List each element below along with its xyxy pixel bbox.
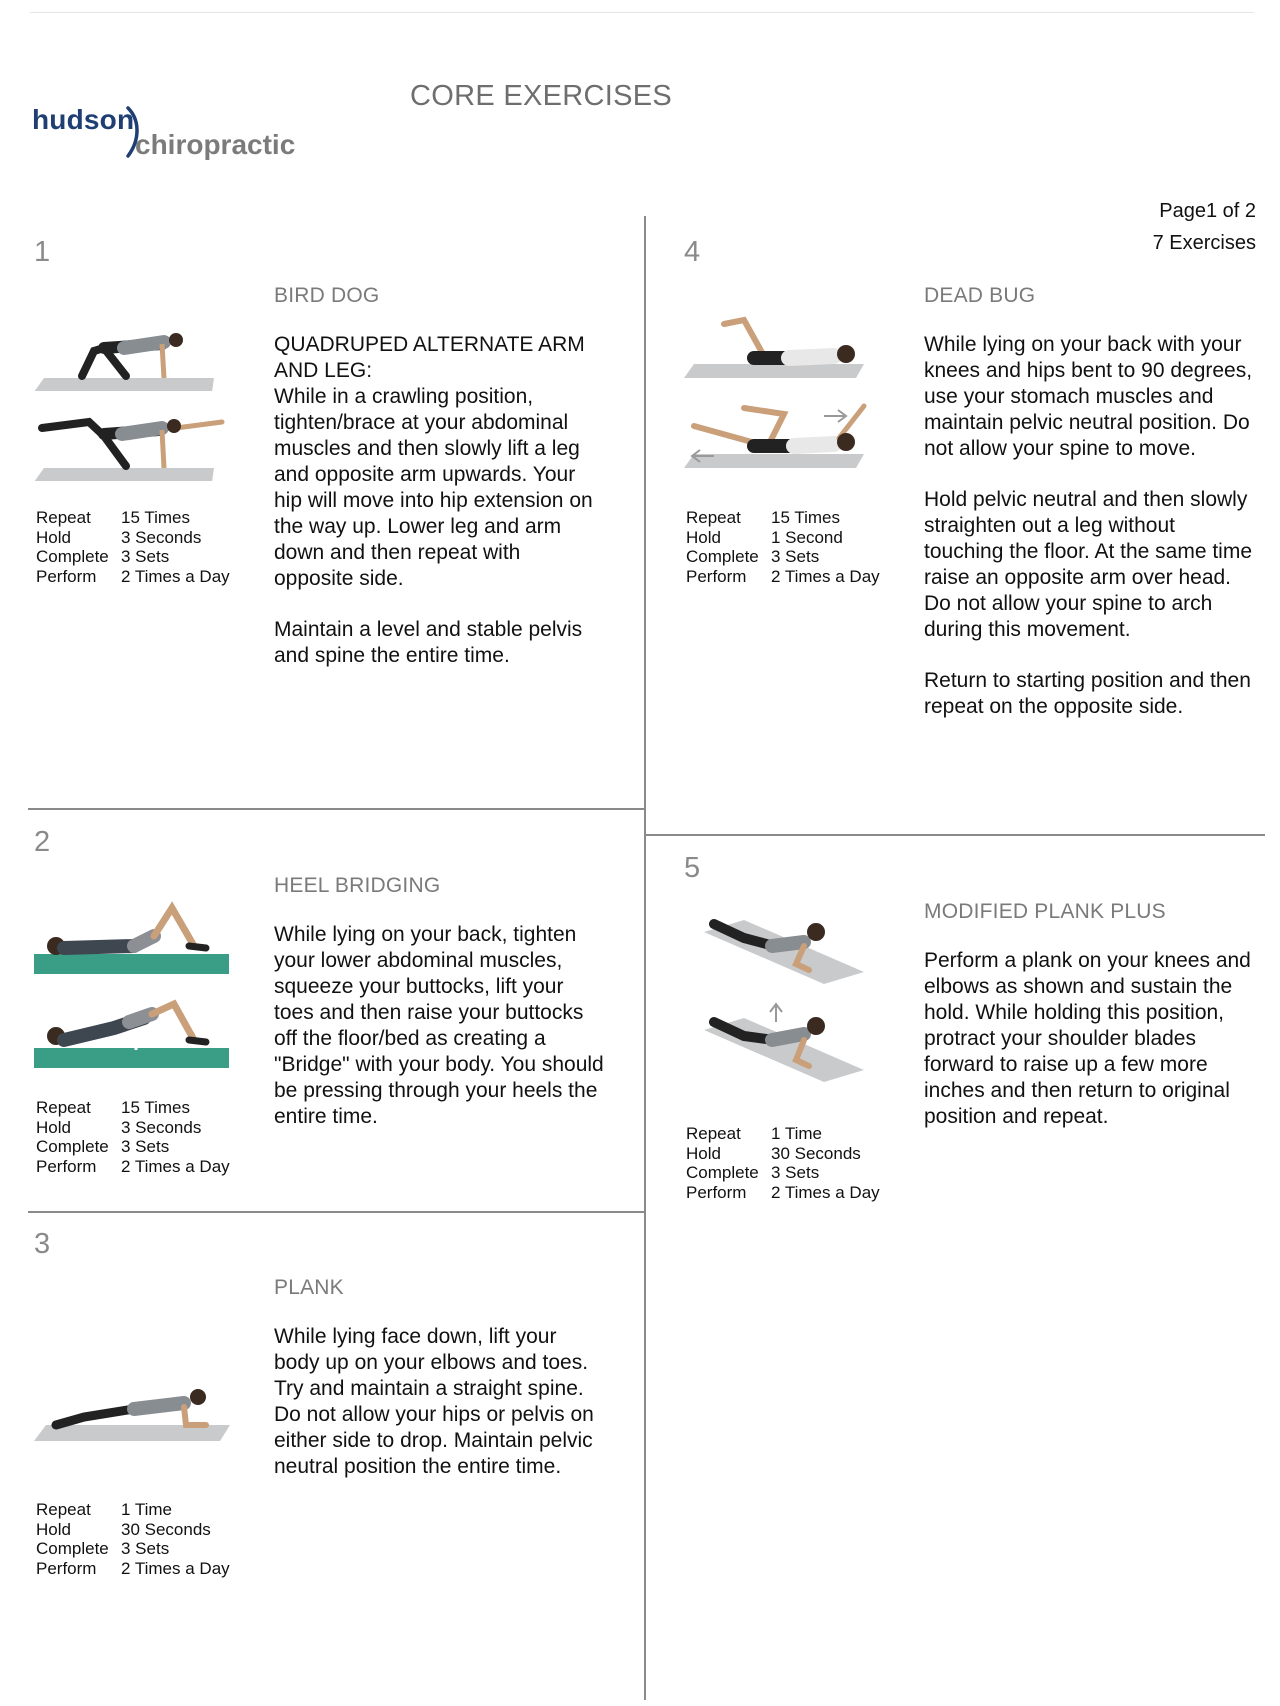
exercise-image-end [34,990,234,1085]
exercise-parameters [36,1500,230,1578]
complete-label: Complete [686,547,759,566]
exercise-description [274,1324,604,1505]
repeat-value: 1 Time [771,1124,823,1143]
exercise-card [34,236,644,796]
complete-label: Complete [36,1137,109,1156]
exercise-image [34,1363,234,1458]
exercise-description [924,332,1254,745]
perform-value: 2 Times a Day [121,1558,230,1578]
complete-label: Complete [686,1163,759,1182]
description-paragraph: Perform a plank on your knees and elbows as shown and sustain the hold. While holding this position, protract your shoulder blades forward to raise up a few more inches and then return to original position and repeat. [924,949,1251,1128]
exercise-image-end [34,386,234,481]
exercise-number: 3 [34,1228,51,1260]
complete-value: 3 Sets [121,1137,170,1156]
hold-label: Hold [36,1519,71,1539]
description-paragraph: While lying face down, lift your body up on your elbows and toes. Try and maintain a straight spine. Do not allow your hips or pelvis on either side to drop. Maintain pelvic neutral position the entire time. [274,1325,594,1478]
exercise-title: DEAD BUG [924,284,1036,307]
exercise-title: HEEL BRIDGING [274,874,441,897]
row-divider [28,1211,645,1213]
exercise-card [34,1228,644,1608]
repeat-label: Repeat [36,508,91,527]
exercise-count: 7 Exercises [1152,232,1256,254]
exercise-card [684,852,1280,1252]
exercise-card [34,826,644,1206]
exercise-description [924,948,1254,1155]
exercise-number: 1 [34,236,51,268]
column-divider [644,216,646,1700]
description-paragraph: Hold pelvic neutral and then slowly straighten out a leg without touching the floor. At the same time raise an opposite arm over head. Do not allow your spine to arch during this movement. [924,488,1253,641]
perform-label: Perform [36,566,97,586]
repeat-value: 1 Time [121,1500,173,1519]
top-rule [30,12,1254,13]
exercise-title: BIRD DOG [274,284,380,307]
complete-value: 3 Sets [771,1163,820,1182]
hold-label: Hold [686,1143,721,1163]
hold-label: Hold [36,527,71,547]
exercise-description [274,922,604,1155]
perform-label: Perform [686,1182,747,1202]
hold-label: Hold [686,527,721,547]
row-divider [28,808,645,810]
exercise-parameters [686,508,880,586]
perform-value: 2 Times a Day [121,1156,230,1176]
logo-text-chiropractic: chiropractic [135,129,296,160]
complete-value: 3 Sets [121,1539,170,1558]
repeat-value: 15 Times [121,508,190,527]
exercise-title: MODIFIED PLANK PLUS [924,900,1166,923]
exercise-card [684,236,1280,816]
repeat-value: 15 Times [121,1098,190,1117]
description-paragraph: While lying on your back with your knees and hips bent to 90 degrees, use your stomach muscles and maintain pelvic neutral position. Do not allow your spine to move. [924,333,1253,460]
exercise-image-start [34,296,234,391]
hold-value: 30 Seconds [771,1143,861,1163]
exercise-number: 2 [34,826,51,858]
repeat-label: Repeat [36,1500,91,1519]
page-number: Page1 of 2 [1159,200,1256,222]
hold-value: 1 Second [771,527,843,547]
repeat-label: Repeat [686,1124,741,1143]
perform-label: Perform [36,1558,97,1578]
complete-value: 3 Sets [121,547,170,566]
hold-label: Hold [36,1117,71,1137]
logo-text-hudson: hudson [32,104,135,135]
complete-value: 3 Sets [771,547,820,566]
clinic-logo [32,104,322,174]
repeat-label: Repeat [686,508,741,527]
exercise-parameters [36,1098,230,1176]
perform-value: 2 Times a Day [771,566,880,586]
repeat-value: 15 Times [771,508,840,527]
hold-value: 30 Seconds [121,1519,211,1539]
exercise-title: PLANK [274,1276,344,1299]
repeat-label: Repeat [36,1098,91,1117]
exercise-image-start [684,296,884,391]
hold-value: 3 Seconds [121,1117,202,1137]
exercise-image-end [684,1000,884,1095]
hold-value: 3 Seconds [121,527,202,547]
description-paragraph: While lying on your back, tighten your lower abdominal muscles, squeeze your buttocks, lift your toes and then raise your buttocks off the floor/bed as creating a "Bridge" with your body. You should be pressing through your heels the entire time. [274,923,604,1128]
exercise-number: 5 [684,852,701,884]
complete-label: Complete [36,547,109,566]
perform-label: Perform [686,566,747,586]
exercise-description [274,332,604,694]
document-title: CORE EXERCISES [410,80,673,112]
perform-value: 2 Times a Day [771,1182,880,1202]
exercise-number: 4 [684,236,701,268]
exercise-image-start [684,902,884,997]
exercise-parameters [686,1124,880,1202]
exercise-parameters [36,508,230,586]
description-paragraph: QUADRUPED ALTERNATE ARM AND LEG: While in a crawling position, tighten/brace at your abdominal muscles and then slowly lift a leg and opposite arm upwards. Your hip will move into hip extension on the way up. Lower leg and arm down and then repeat with opposite side. [274,333,593,590]
row-divider [645,834,1265,836]
exercise-image-start [34,896,234,991]
complete-label: Complete [36,1539,109,1558]
exercise-image-end [684,386,884,481]
perform-value: 2 Times a Day [121,566,230,586]
description-paragraph: Maintain a level and stable pelvis and spine the entire time. [274,618,583,667]
perform-label: Perform [36,1156,97,1176]
description-paragraph: Return to starting position and then repeat on the opposite side. [924,669,1251,718]
